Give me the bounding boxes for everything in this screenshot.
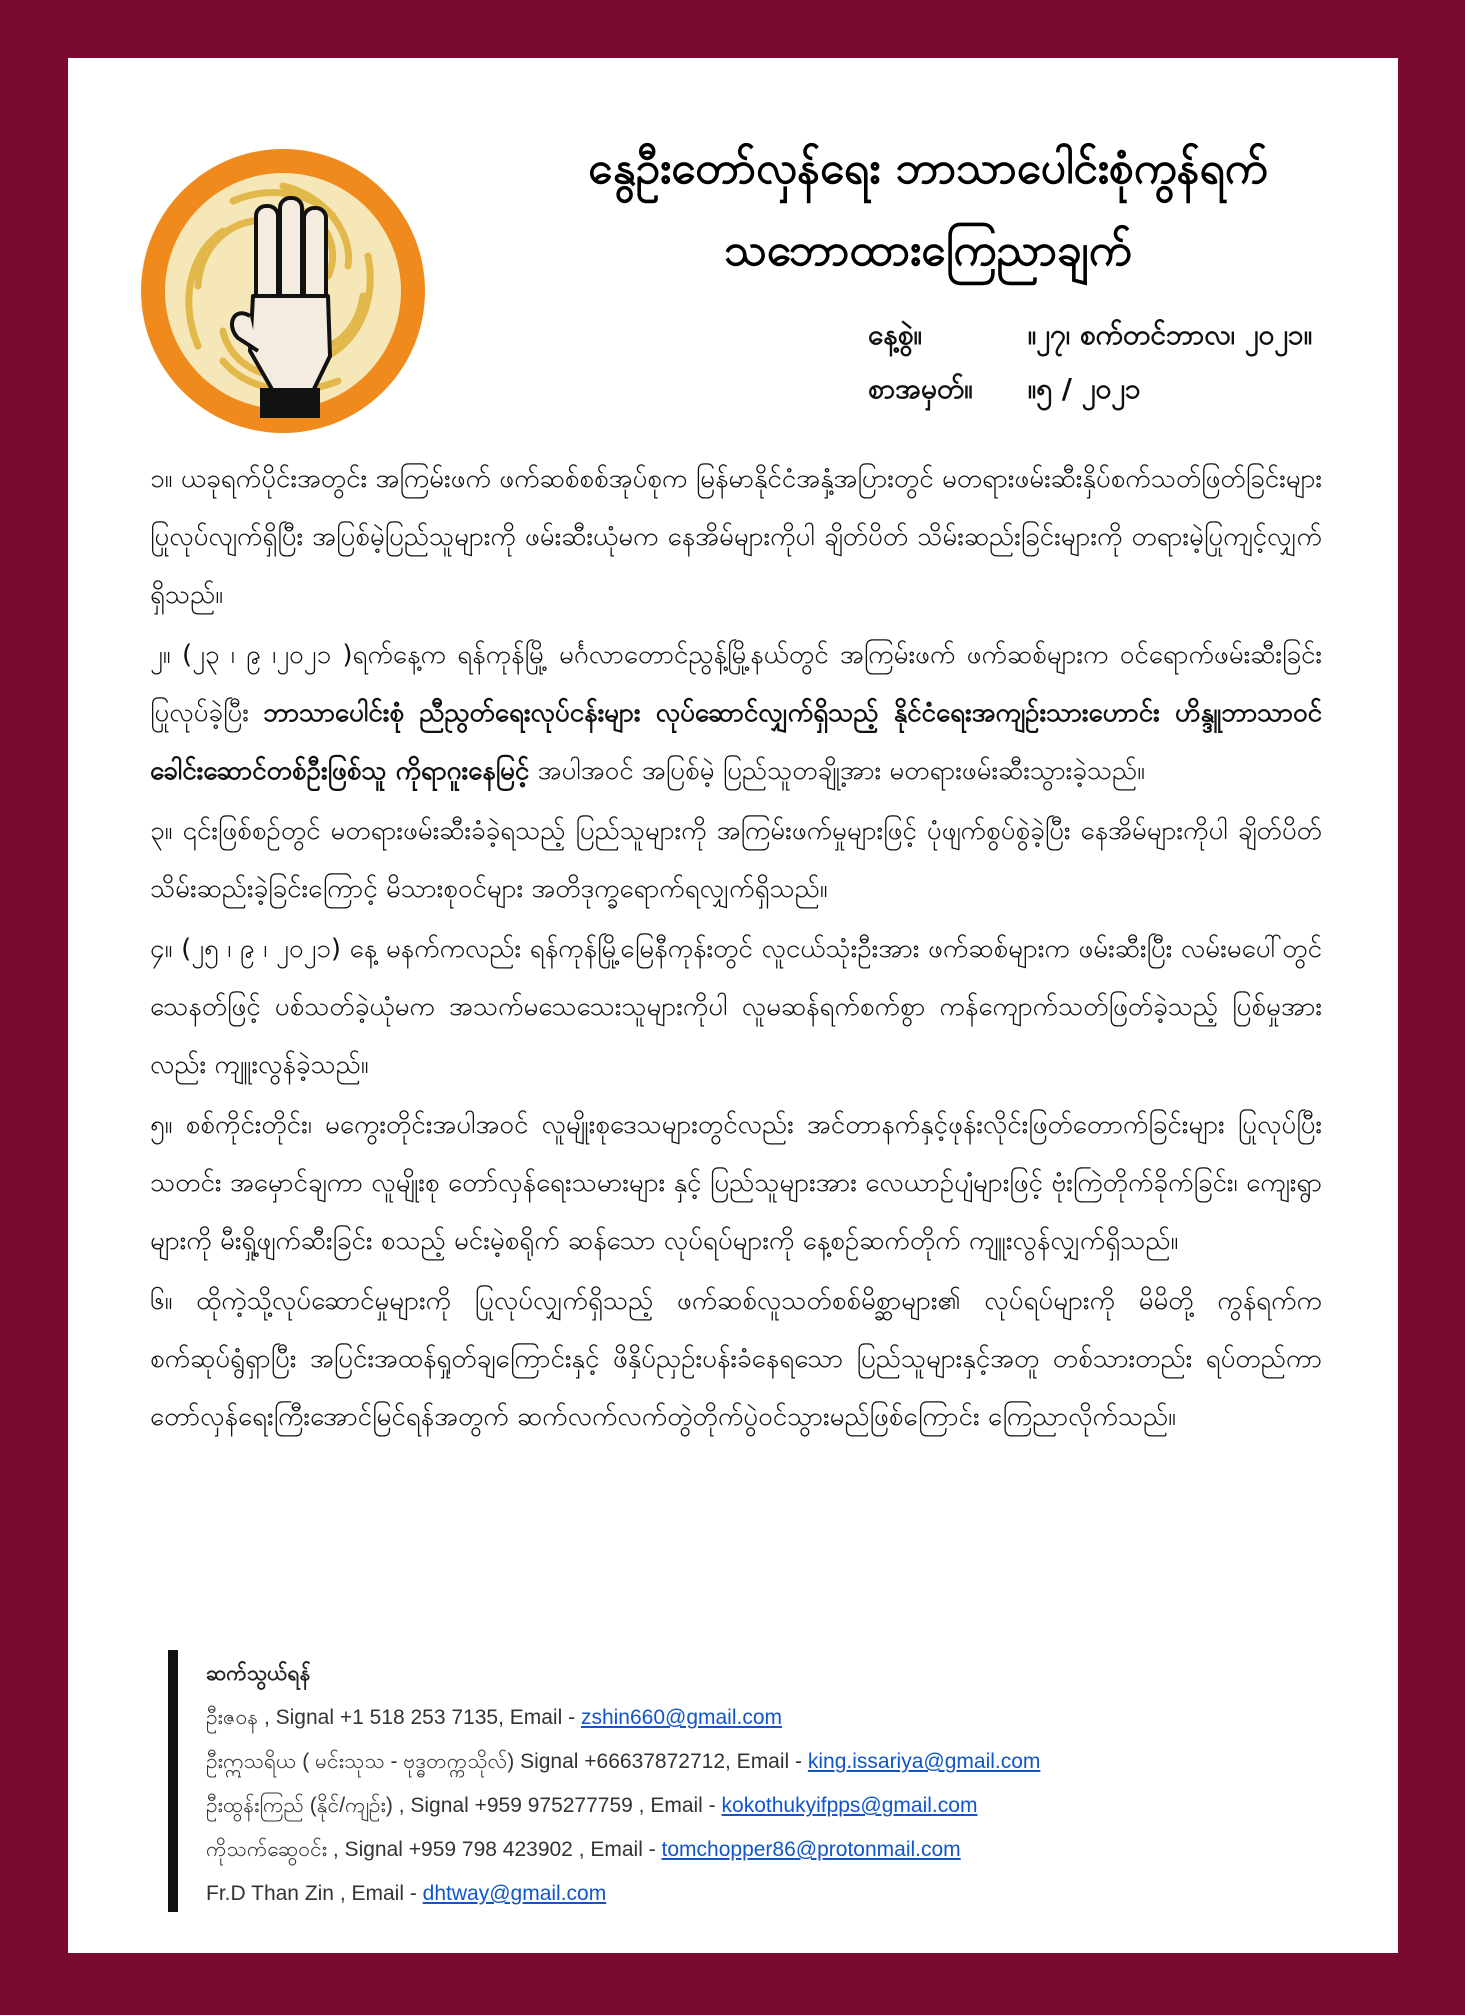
document-meta bbox=[868, 308, 1388, 416]
date-value: ။၂၇၊ စက်တင်ဘာလ၊ ၂၀၂၁။ bbox=[1027, 318, 1313, 351]
contact-1-info: ဦးဇဝန , Signal +1 518 253 7135, Email - bbox=[206, 1706, 581, 1729]
paragraph-2-part-c: အပါအဝင် အပြစ်မဲ့ ပြည်သူတချို့အား မတရားဖမ်းဆီးသွားခဲ့သည်။ bbox=[529, 756, 1146, 786]
contact-line-4 bbox=[206, 1828, 1268, 1872]
three-finger-salute-icon bbox=[138, 146, 428, 436]
paragraph-2-bold: ဘာသာပေါင်းစုံ ညီညွတ်ရေးလုပ်ငန်းများ လုပ်ဆောင်လျှက်ရှိသည့် နိုင်ငံရေးအကျဉ်းသားဟောင်း ဟိန္ဒူဘာသာဝင် ခေါင်းဆောင်တစ်ဦးဖြစ်သူ ကိုရာဂူးနေမြင့် bbox=[150, 698, 1322, 786]
paragraph-6: ၆။ ထိုကဲ့သို့လုပ်ဆောင်မှုများကို ပြုလုပ်လျှက်ရှိသည့် ဖက်ဆစ်လူသတ်စစ်မိစ္ဆာများ၏ လုပ်ရပ်များကို မိမိတို့ ကွန်ရက်က စက်ဆုပ်ရွံရှာပြီး အပြင်းအထန်ရှုတ်ချကြောင်းနှင့် ဖိနှိပ်ညှဉ်းပန်းခံနေရသော ပြည်သူများနှင့်အတူ တစ်သားတည်း ရပ်တည်ကာ တော်လှန်ရေးကြီးအောင်မြင်ရန်အတွက် ဆက်လက်လက်တွဲတိုက်ပွဲဝင်သွားမည်ဖြစ်ကြောင်း ကြေညာလိုက်သည်။ bbox=[150, 1286, 1322, 1432]
document-page bbox=[68, 58, 1398, 1953]
date-row bbox=[868, 308, 1388, 362]
paragraph-5: ၅။ စစ်ကိုင်းတိုင်း၊ မကွေးတိုင်းအပါအဝင် လူမျိုးစုဒေသများတွင်လည်း အင်တာနက်နှင့်ဖုန်းလိုင်းဖြတ်တောက်ခြင်းများ ပြုလုပ်ပြီး သတင်း အမှောင်ချကာ လူမျိုးစု တော်လှန်ရေးသမားများ နှင့် ပြည်သူများအား လေယာဉ်ပျံများဖြင့် ဗုံးကြဲတိုက်ခိုက်ခြင်း၊ ကျေးရွာများကို မီးရှို့ဖျက်ဆီးခြင်း စသည့် မင်းမဲ့စရိုက် ဆန်သော လုပ်ရပ်များကို နေ့စဉ်ဆက်တိုက် ကျူးလွန်လျှက်ရှိသည်။ bbox=[150, 1110, 1322, 1256]
contact-block bbox=[168, 1650, 1268, 1912]
title-line-1: နွေဦးတော်လှန်ရေး ဘာသာပေါင်းစုံကွန်ရက် bbox=[588, 143, 1268, 194]
paragraph-2 bbox=[150, 626, 1322, 800]
contact-line-2 bbox=[206, 1740, 1268, 1784]
contact-5-email-link[interactable]: dhtway@gmail.com bbox=[422, 1882, 607, 1905]
contact-3-info: ဦးထွန်းကြည် (နိုင်/ကျဉ်း) , Signal +959 975277759 , Email - bbox=[206, 1794, 722, 1817]
document-title bbox=[488, 128, 1368, 292]
contact-5-info: Fr.D Than Zin , Email - bbox=[206, 1882, 423, 1905]
statement-body bbox=[150, 450, 1322, 1448]
date-label: နေ့စွဲ။ bbox=[868, 318, 922, 351]
reference-value: ။၅ / ၂၀၂၁ bbox=[1027, 372, 1141, 405]
reference-row bbox=[868, 362, 1388, 416]
contact-line-3 bbox=[206, 1784, 1268, 1828]
paragraph-1: ၁။ ယခုရက်ပိုင်းအတွင်း အကြမ်းဖက် ဖက်ဆစ်စစ်အုပ်စုက မြန်မာနိုင်ငံအနှံ့အပြားတွင် မတရားဖမ်းဆီးနှိပ်စက်သတ်ဖြတ်ခြင်းများ ပြုလုပ်လျက်ရှိပြီး အပြစ်မဲ့ပြည်သူများကို ဖမ်းဆီးယုံမက နေအိမ်များကိုပါ ချိတ်ပိတ် သိမ်းဆည်းခြင်းများကို တရားမဲ့ပြုကျင့်လျှက်ရှိသည်။ bbox=[150, 464, 1322, 610]
paragraph-3: ၃။ ၎င်းဖြစ်စဉ်တွင် မတရားဖမ်းဆီးခံခဲ့ရသည့် ပြည်သူများကို အကြမ်းဖက်မှုများဖြင့် ပုံဖျက်စွပ်စွဲခဲ့ပြီး နေအိမ်များကိုပါ ချိတ်ပိတ်သိမ်းဆည်းခဲ့ခြင်းကြောင့် မိသားစုဝင်များ အတိဒုက္ခရောက်ရလျှက်ရှိသည်။ bbox=[150, 816, 1322, 904]
contact-line-1 bbox=[206, 1696, 1268, 1740]
contact-heading: ဆက်သွယ်ရန် bbox=[206, 1662, 311, 1685]
title-line-2: သဘောထားကြေညာချက် bbox=[724, 225, 1132, 276]
contact-4-info: ကိုသက်ဆွေဝင်း , Signal +959 798 423902 , Email - bbox=[206, 1838, 662, 1861]
reference-label: စာအမှတ်။ bbox=[868, 372, 973, 405]
paragraph-2-part-a: ၂။ (၂၃ ၊ ၉ ၊၂၀၂၁ )ရက်နေ့က ရန်ကုန်မြို့ မင်္ဂလာတောင်ညွန့်မြို့နယ်တွင် အကြမ်းဖက် ဖက်ဆစ်များက ဝင်ရောက်ဖမ်းဆီးခြင်းပြုလုပ်ခဲ့ပြီး bbox=[150, 640, 1322, 728]
contact-2-info: ဦးဣသရိယ ( မင်းသုသ - ဗုဒ္ဓတက္ကသိုလ်) Signal +66637872712, Email - bbox=[206, 1750, 808, 1773]
contact-line-5 bbox=[206, 1872, 1268, 1916]
paragraph-4: ၄။ (၂၅ ၊ ၉ ၊ ၂၀၂၁) နေ့ မနက်ကလည်း ရန်ကုန်မြို့မြေနီကုန်းတွင် လူငယ်သုံးဦးအား ဖက်ဆစ်များက ဖမ်းဆီးပြီး လမ်းမပေါ်တွင် သေနတ်ဖြင့် ပစ်သတ်ခဲ့ယုံမက အသက်မသေသေးသူများကိုပါ လူမဆန်ရက်စက်စွာ ကန်ကျောက်သတ်ဖြတ်ခဲ့သည့် ပြစ်မှုအားလည်း ကျူးလွန်ခဲ့သည်။ bbox=[150, 934, 1322, 1080]
contact-2-email-link[interactable]: king.issariya@gmail.com bbox=[807, 1750, 1041, 1773]
contact-3-email-link[interactable]: kokothukyifpps@gmail.com bbox=[721, 1794, 978, 1817]
contact-4-email-link[interactable]: tomchopper86@protonmail.com bbox=[661, 1838, 961, 1861]
contact-1-email-link[interactable]: zshin660@gmail.com bbox=[580, 1706, 783, 1729]
